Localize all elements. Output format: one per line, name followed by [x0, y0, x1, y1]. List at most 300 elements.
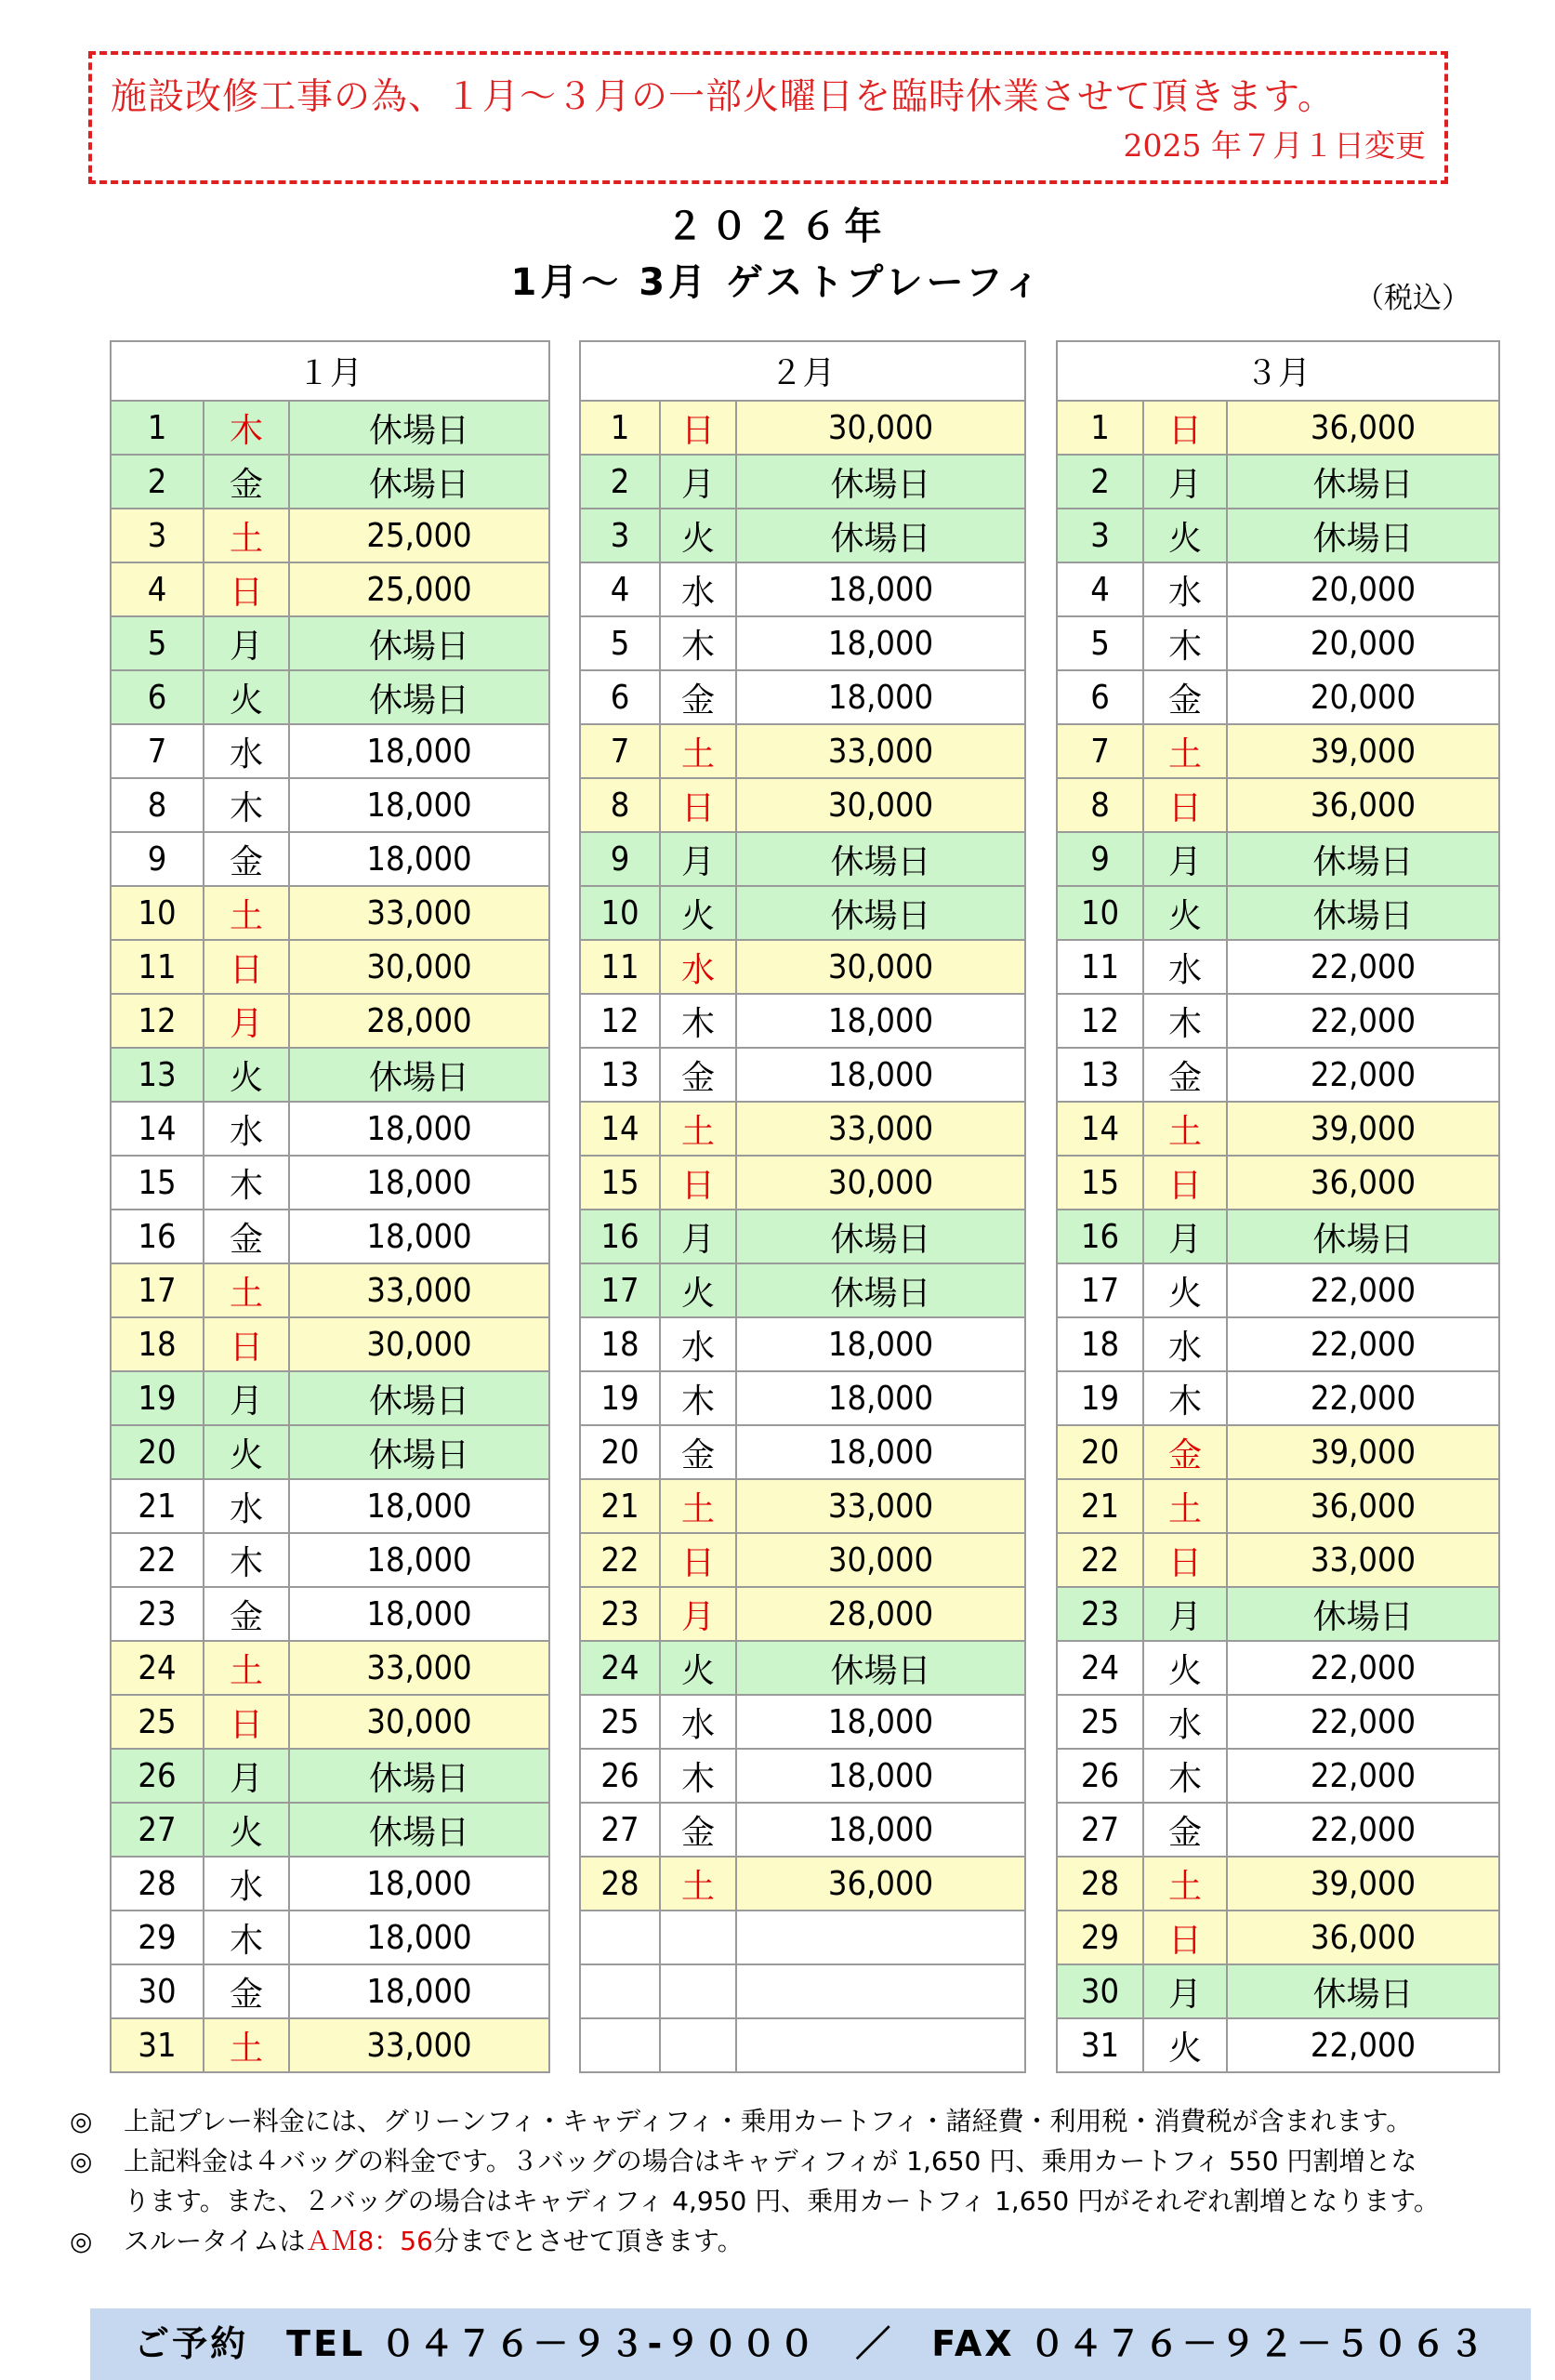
weekday-cell: 日	[660, 1156, 736, 1210]
weekday-cell: 水	[660, 1695, 736, 1749]
price-cell: 30,000	[736, 401, 1025, 455]
price-cell: 休場日	[1227, 1964, 1499, 2018]
price-cell: 33,000	[289, 1641, 549, 1695]
weekday-cell: 火	[204, 670, 289, 724]
price-cell: 18,000	[736, 1695, 1025, 1749]
price-cell: 18,000	[736, 562, 1025, 616]
notes-section	[70, 2101, 1548, 2261]
table-row	[1057, 1911, 1499, 1964]
price-cell: 36,000	[1227, 1156, 1499, 1210]
table-row	[1057, 1803, 1499, 1857]
note-text: スルータイムは	[124, 2226, 306, 2256]
price-cell: 30,000	[289, 1317, 549, 1371]
price-cell: 22,000	[1227, 1263, 1499, 1317]
price-cell: 39,000	[1227, 1425, 1499, 1479]
table-row	[580, 1210, 1025, 1263]
price-cell: 33,000	[289, 1263, 549, 1317]
weekday-cell: 月	[1143, 1587, 1227, 1641]
table-row	[111, 1210, 549, 1263]
weekday-cell: 木	[660, 616, 736, 670]
price-cell: 36,000	[1227, 401, 1499, 455]
weekday-cell: 金	[660, 1048, 736, 1102]
price-cell: 休場日	[736, 1210, 1025, 1263]
weekday-cell: 土	[1143, 1857, 1227, 1911]
weekday-cell: 月	[204, 994, 289, 1048]
tax-note: （税込）	[1355, 282, 1470, 315]
day-cell: 21	[111, 1479, 204, 1533]
note-text: 分までとさせて頂きます。	[432, 2226, 744, 2256]
weekday-cell: 水	[204, 1857, 289, 1911]
reservation-bar: ご予約 TEL ０４７６－９３-９０００ ／ FAX ０４７６－９２－５０６３	[90, 2308, 1531, 2380]
day-cell: 21	[580, 1479, 660, 1533]
day-cell: 27	[1057, 1803, 1143, 1857]
table-row	[111, 1749, 549, 1803]
bullet-icon: ◎	[70, 2226, 93, 2256]
price-cell: 休場日	[736, 1641, 1025, 1695]
price-cell: 33,000	[289, 2018, 549, 2072]
price-cell: 28,000	[289, 994, 549, 1048]
weekday-cell: 月	[1143, 1964, 1227, 2018]
weekday-cell: 月	[660, 832, 736, 886]
price-cell	[736, 1911, 1025, 1964]
weekday-cell: 日	[204, 562, 289, 616]
table-row	[111, 1479, 549, 1533]
price-cell: 18,000	[289, 778, 549, 832]
table-row	[580, 1425, 1025, 1479]
day-cell: 18	[111, 1317, 204, 1371]
weekday-cell: 火	[660, 509, 736, 562]
day-cell: 2	[1057, 455, 1143, 509]
table-row	[1057, 1587, 1499, 1641]
price-cell: 18,000	[289, 1587, 549, 1641]
day-cell: 7	[1057, 724, 1143, 778]
day-cell: 6	[111, 670, 204, 724]
price-cell: 30,000	[736, 940, 1025, 994]
price-cell: 33,000	[1227, 1533, 1499, 1587]
day-cell: 15	[580, 1156, 660, 1210]
day-cell: 10	[111, 886, 204, 940]
bullet-icon: ◎	[70, 2106, 93, 2136]
day-cell: 5	[111, 616, 204, 670]
table-row	[580, 616, 1025, 670]
day-cell: 18	[580, 1317, 660, 1371]
weekday-cell	[660, 1964, 736, 2018]
table-row	[580, 562, 1025, 616]
price-cell: 18,000	[736, 670, 1025, 724]
month-header: １月	[111, 341, 549, 401]
day-cell: 3	[1057, 509, 1143, 562]
table-row	[1057, 1479, 1499, 1533]
weekday-cell: 土	[204, 2018, 289, 2072]
table-row	[580, 1371, 1025, 1425]
price-cell: 18,000	[289, 1964, 549, 2018]
price-cell: 18,000	[736, 994, 1025, 1048]
day-cell: 12	[111, 994, 204, 1048]
table-row	[111, 1911, 549, 1964]
weekday-cell: 日	[1143, 778, 1227, 832]
price-cell: 39,000	[1227, 1857, 1499, 1911]
table-row	[111, 1317, 549, 1371]
price-cell: 39,000	[1227, 1102, 1499, 1156]
weekday-cell: 水	[204, 1479, 289, 1533]
table-row	[580, 670, 1025, 724]
weekday-cell: 木	[660, 994, 736, 1048]
day-cell: 8	[111, 778, 204, 832]
day-cell	[580, 2018, 660, 2072]
weekday-cell: 日	[660, 401, 736, 455]
price-cell: 休場日	[1227, 455, 1499, 509]
through-time: ＡＭ8：56	[305, 2226, 433, 2256]
weekday-cell	[660, 1911, 736, 1964]
price-cell: 33,000	[736, 1102, 1025, 1156]
weekday-cell: 水	[1143, 940, 1227, 994]
price-cell: 22,000	[1227, 1371, 1499, 1425]
day-cell: 13	[111, 1048, 204, 1102]
price-cell: 25,000	[289, 562, 549, 616]
weekday-cell: 火	[1143, 886, 1227, 940]
price-cell: 18,000	[289, 724, 549, 778]
price-cell: 18,000	[736, 1803, 1025, 1857]
price-cell: 18,000	[289, 1911, 549, 1964]
day-cell: 31	[1057, 2018, 1143, 2072]
notice-box	[88, 51, 1448, 184]
table-row	[111, 994, 549, 1048]
day-cell: 12	[1057, 994, 1143, 1048]
table-row	[111, 455, 549, 509]
price-cell: 36,000	[736, 1857, 1025, 1911]
day-cell: 2	[111, 455, 204, 509]
price-cell: 22,000	[1227, 1048, 1499, 1102]
table-row	[580, 886, 1025, 940]
day-cell: 4	[1057, 562, 1143, 616]
table-row	[580, 1641, 1025, 1695]
note-text: 上記プレー料金には、グリーンフィ・キャディフィ・乗用カートフィ・諸経費・利用税・消費税が含まれます。	[124, 2106, 1413, 2136]
table-row	[1057, 778, 1499, 832]
weekday-cell: 土	[660, 1857, 736, 1911]
table-row	[111, 1048, 549, 1102]
weekday-cell: 木	[1143, 616, 1227, 670]
table-row	[1057, 616, 1499, 670]
table-row	[580, 1695, 1025, 1749]
table-row	[111, 616, 549, 670]
note-item	[70, 2101, 1548, 2141]
weekday-cell: 金	[660, 1803, 736, 1857]
day-cell: 25	[111, 1695, 204, 1749]
weekday-cell: 金	[1143, 1048, 1227, 1102]
day-cell: 31	[111, 2018, 204, 2072]
weekday-cell: 火	[204, 1048, 289, 1102]
day-cell: 28	[111, 1857, 204, 1911]
weekday-cell: 火	[204, 1425, 289, 1479]
price-cell: 36,000	[1227, 1479, 1499, 1533]
month-table-feb	[579, 340, 1026, 2073]
price-cell: 33,000	[289, 886, 549, 940]
weekday-cell: 金	[204, 1210, 289, 1263]
price-cell: 22,000	[1227, 2018, 1499, 2072]
weekday-cell: 木	[1143, 1749, 1227, 1803]
weekday-cell: 木	[1143, 994, 1227, 1048]
weekday-cell: 土	[204, 886, 289, 940]
day-cell: 7	[580, 724, 660, 778]
price-cell: 18,000	[289, 1102, 549, 1156]
day-cell: 20	[111, 1425, 204, 1479]
day-cell: 2	[580, 455, 660, 509]
price-cell	[736, 1964, 1025, 2018]
price-cell: 20,000	[1227, 670, 1499, 724]
table-row	[111, 670, 549, 724]
price-cell: 休場日	[736, 832, 1025, 886]
month-table-mar	[1056, 340, 1500, 2073]
weekday-cell: 日	[204, 1695, 289, 1749]
price-cell: 18,000	[289, 1210, 549, 1263]
price-cell: 18,000	[736, 1425, 1025, 1479]
weekday-cell: 金	[204, 832, 289, 886]
day-cell: 18	[1057, 1317, 1143, 1371]
price-cell: 18,000	[736, 1317, 1025, 1371]
price-cell: 休場日	[736, 509, 1025, 562]
weekday-cell: 土	[660, 1102, 736, 1156]
day-cell: 29	[1057, 1911, 1143, 1964]
day-cell: 16	[111, 1210, 204, 1263]
day-cell: 17	[111, 1263, 204, 1317]
day-cell: 26	[1057, 1749, 1143, 1803]
table-row	[1057, 940, 1499, 994]
price-cell: 休場日	[289, 401, 549, 455]
day-cell: 6	[1057, 670, 1143, 724]
weekday-cell: 日	[204, 940, 289, 994]
weekday-cell: 月	[1143, 1210, 1227, 1263]
table-row	[1057, 1964, 1499, 2018]
weekday-cell: 水	[660, 562, 736, 616]
table-row	[111, 778, 549, 832]
table-row	[111, 1371, 549, 1425]
price-cell: 休場日	[1227, 509, 1499, 562]
price-cell: 休場日	[1227, 886, 1499, 940]
day-cell: 22	[580, 1533, 660, 1587]
weekday-cell: 水	[660, 940, 736, 994]
day-cell: 8	[580, 778, 660, 832]
table-row	[580, 832, 1025, 886]
day-cell: 1	[580, 401, 660, 455]
price-cell: 30,000	[736, 1156, 1025, 1210]
day-cell: 9	[111, 832, 204, 886]
table-row	[580, 1587, 1025, 1641]
day-cell: 23	[111, 1587, 204, 1641]
month-table-jan	[110, 340, 550, 2073]
table-row	[111, 1425, 549, 1479]
table-row	[1057, 2018, 1499, 2072]
day-cell: 24	[1057, 1641, 1143, 1695]
table-row	[580, 1533, 1025, 1587]
price-cell: 休場日	[736, 455, 1025, 509]
note-item	[70, 2141, 1548, 2181]
day-cell: 23	[1057, 1587, 1143, 1641]
notice-text: 施設改修工事の為、１月～３月の一部火曜日を臨時休業させて頂きます。	[111, 76, 1335, 118]
price-cell: 33,000	[736, 724, 1025, 778]
weekday-cell: 日	[1143, 1156, 1227, 1210]
weekday-cell: 火	[1143, 1263, 1227, 1317]
weekday-cell: 火	[660, 1263, 736, 1317]
day-cell: 11	[580, 940, 660, 994]
day-cell: 21	[1057, 1479, 1143, 1533]
table-row	[111, 1857, 549, 1911]
price-cell: 18,000	[289, 1156, 549, 1210]
table-row	[1057, 724, 1499, 778]
weekday-cell: 木	[204, 1533, 289, 1587]
day-cell: 8	[1057, 778, 1143, 832]
year-heading: ２０２６年	[665, 205, 890, 248]
table-row	[580, 1911, 1025, 1964]
weekday-cell: 月	[1143, 832, 1227, 886]
weekday-cell: 土	[660, 724, 736, 778]
table-row	[580, 1803, 1025, 1857]
day-cell: 24	[111, 1641, 204, 1695]
table-row	[1057, 455, 1499, 509]
weekday-cell: 金	[1143, 670, 1227, 724]
weekday-cell: 火	[1143, 1641, 1227, 1695]
price-cell: 休場日	[289, 670, 549, 724]
table-row	[580, 1857, 1025, 1911]
weekday-cell: 金	[1143, 1803, 1227, 1857]
price-cell: 30,000	[736, 778, 1025, 832]
weekday-cell: 水	[1143, 1695, 1227, 1749]
table-row	[1057, 670, 1499, 724]
day-cell: 30	[111, 1964, 204, 2018]
weekday-cell: 火	[660, 886, 736, 940]
day-cell: 10	[1057, 886, 1143, 940]
table-row	[111, 724, 549, 778]
weekday-cell: 火	[204, 1803, 289, 1857]
weekday-cell: 金	[660, 1425, 736, 1479]
weekday-cell: 月	[660, 455, 736, 509]
weekday-cell: 月	[1143, 455, 1227, 509]
table-row	[111, 832, 549, 886]
table-row	[580, 1964, 1025, 2018]
day-cell: 14	[1057, 1102, 1143, 1156]
table-row	[1057, 1425, 1499, 1479]
day-cell: 3	[580, 509, 660, 562]
day-cell: 1	[111, 401, 204, 455]
weekday-cell: 土	[204, 1263, 289, 1317]
price-cell: 休場日	[289, 1048, 549, 1102]
table-row	[111, 886, 549, 940]
day-cell: 9	[1057, 832, 1143, 886]
price-cell: 25,000	[289, 509, 549, 562]
weekday-cell: 金	[204, 1587, 289, 1641]
weekday-cell: 月	[204, 1749, 289, 1803]
price-cell: 22,000	[1227, 1317, 1499, 1371]
weekday-cell: 月	[660, 1210, 736, 1263]
day-cell: 1	[1057, 401, 1143, 455]
day-cell: 20	[580, 1425, 660, 1479]
price-cell: 22,000	[1227, 1803, 1499, 1857]
bullet-icon: ◎	[70, 2146, 93, 2176]
price-cell: 休場日	[1227, 1587, 1499, 1641]
day-cell: 19	[111, 1371, 204, 1425]
table-row	[111, 1533, 549, 1587]
price-cell: 22,000	[1227, 994, 1499, 1048]
table-row	[111, 1641, 549, 1695]
month-header: ３月	[1057, 341, 1499, 401]
price-cell: 22,000	[1227, 1641, 1499, 1695]
day-cell: 4	[111, 562, 204, 616]
table-row	[580, 1102, 1025, 1156]
weekday-cell: 土	[204, 1641, 289, 1695]
day-cell: 19	[580, 1371, 660, 1425]
table-row	[580, 724, 1025, 778]
weekday-cell: 日	[660, 1533, 736, 1587]
table-row	[580, 1479, 1025, 1533]
weekday-cell: 日	[660, 778, 736, 832]
table-row	[1057, 1857, 1499, 1911]
day-cell: 5	[580, 616, 660, 670]
weekday-cell: 月	[204, 616, 289, 670]
price-cell: 休場日	[289, 455, 549, 509]
price-cell: 22,000	[1227, 940, 1499, 994]
table-row	[580, 509, 1025, 562]
day-cell: 17	[1057, 1263, 1143, 1317]
table-row	[580, 940, 1025, 994]
table-row	[1057, 562, 1499, 616]
table-row	[111, 1964, 549, 2018]
table-row	[111, 1102, 549, 1156]
price-cell: 30,000	[289, 940, 549, 994]
price-cell: 休場日	[289, 1371, 549, 1425]
day-cell: 11	[111, 940, 204, 994]
weekday-cell: 土	[204, 509, 289, 562]
weekday-cell: 金	[204, 455, 289, 509]
price-cell: 20,000	[1227, 562, 1499, 616]
table-row	[1057, 1210, 1499, 1263]
day-cell: 16	[580, 1210, 660, 1263]
weekday-cell: 木	[204, 1911, 289, 1964]
day-cell: 28	[1057, 1857, 1143, 1911]
day-cell: 26	[580, 1749, 660, 1803]
page-title: 1月～ 3月 ゲストプレーフィ	[510, 261, 1045, 304]
weekday-cell: 月	[204, 1371, 289, 1425]
price-cell: 休場日	[736, 1263, 1025, 1317]
weekday-cell: 木	[204, 1156, 289, 1210]
price-cell: 18,000	[289, 1479, 549, 1533]
table-row	[580, 994, 1025, 1048]
price-cell: 28,000	[736, 1587, 1025, 1641]
table-row	[1057, 1048, 1499, 1102]
day-cell: 26	[111, 1749, 204, 1803]
price-cell: 休場日	[1227, 832, 1499, 886]
day-cell: 27	[111, 1803, 204, 1857]
weekday-cell: 日	[1143, 1533, 1227, 1587]
table-row	[580, 2018, 1025, 2072]
price-cell: 18,000	[736, 1371, 1025, 1425]
day-cell: 25	[1057, 1695, 1143, 1749]
price-cell: 39,000	[1227, 724, 1499, 778]
note-text-continued: ります。また、２バッグの場合はキャディフィ 4,950 円、乗用カートフィ 1,650 円がそれぞれ割増となります。	[124, 2186, 1440, 2216]
day-cell: 4	[580, 562, 660, 616]
price-cell: 18,000	[289, 832, 549, 886]
weekday-cell: 日	[1143, 1911, 1227, 1964]
table-row	[111, 2018, 549, 2072]
table-row	[580, 1156, 1025, 1210]
weekday-cell	[660, 2018, 736, 2072]
weekday-cell: 金	[660, 670, 736, 724]
weekday-cell: 火	[1143, 2018, 1227, 2072]
table-row	[1057, 1641, 1499, 1695]
price-cell: 36,000	[1227, 778, 1499, 832]
table-row	[111, 1695, 549, 1749]
weekday-cell: 金	[1143, 1425, 1227, 1479]
day-cell	[580, 1911, 660, 1964]
day-cell: 7	[111, 724, 204, 778]
